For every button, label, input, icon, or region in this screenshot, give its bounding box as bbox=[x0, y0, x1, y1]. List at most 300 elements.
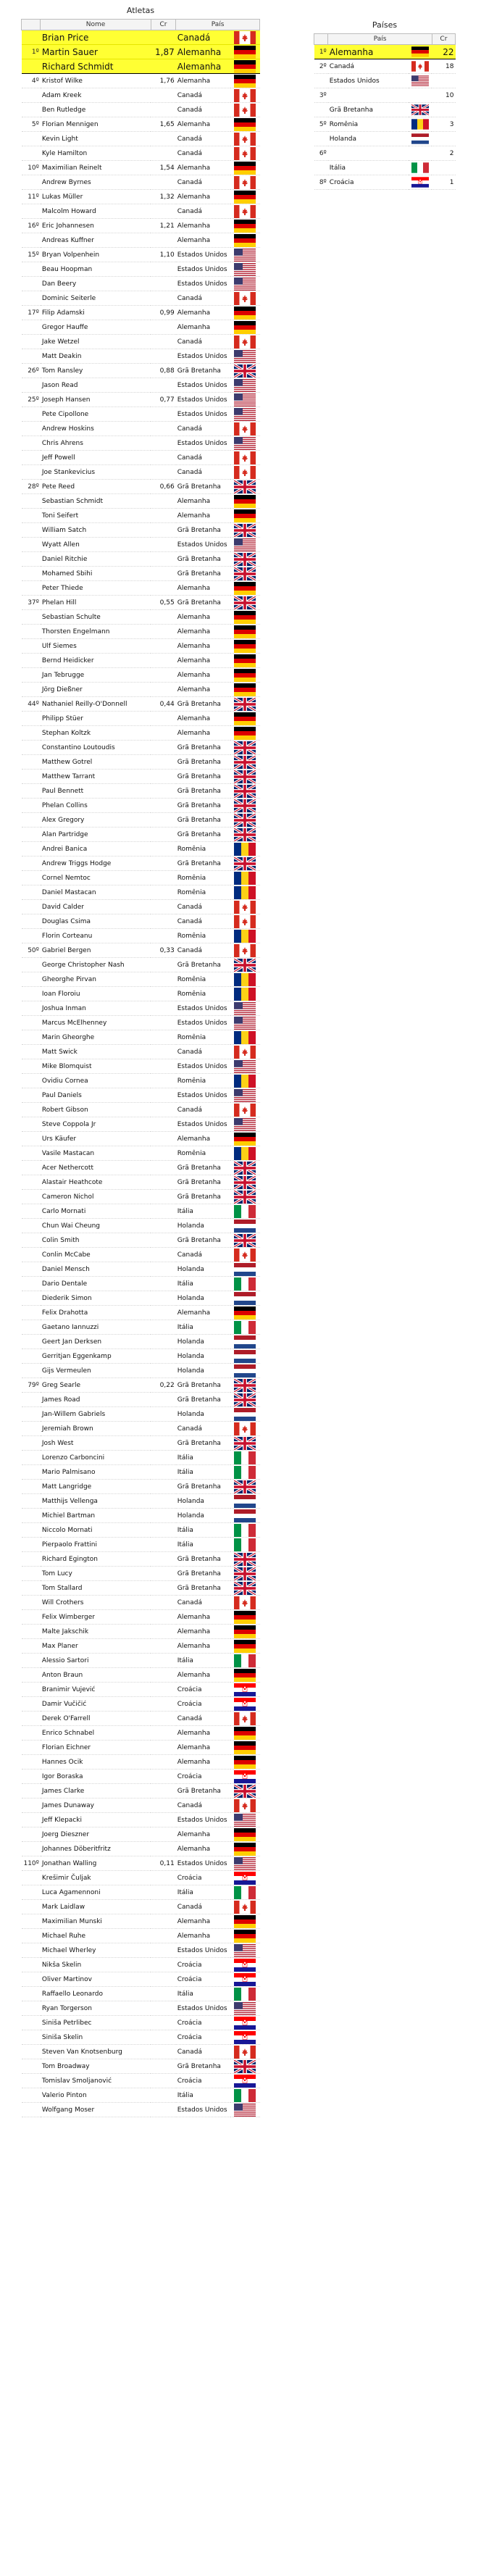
athlete-cr bbox=[151, 2074, 176, 2088]
athlete-country: Alemanha bbox=[176, 45, 230, 59]
athlete-row bbox=[22, 799, 260, 813]
canada-flag-icon bbox=[234, 1712, 256, 1725]
athlete-flag-cell bbox=[230, 581, 260, 596]
athlete-country: Estados Unidos bbox=[176, 2001, 230, 2016]
athlete-country: Canadá bbox=[176, 335, 230, 349]
italy-flag-icon bbox=[234, 1886, 256, 1899]
countries-title: Países bbox=[372, 20, 398, 30]
athlete-country: Canadá bbox=[176, 88, 230, 103]
athlete-name: Daniel Mensch bbox=[41, 1262, 151, 1277]
athlete-cr bbox=[151, 1045, 176, 1059]
athlete-cr: 0,66 bbox=[151, 480, 176, 494]
athlete-flag-cell bbox=[230, 2059, 260, 2074]
uk-flag-icon bbox=[234, 770, 256, 783]
athlete-row bbox=[22, 1016, 260, 1030]
athlete-name: Pete Cipollone bbox=[41, 407, 151, 422]
athlete-country: Canadá bbox=[176, 1045, 230, 1059]
athlete-country: Grã Bretanha bbox=[176, 552, 230, 567]
athlete-flag-cell bbox=[230, 1146, 260, 1161]
canada-flag-icon bbox=[234, 2046, 256, 2059]
athlete-cr bbox=[151, 1451, 176, 1465]
germany-flag-icon bbox=[234, 654, 256, 667]
athlete-name: Dominic Seiterle bbox=[41, 291, 151, 306]
athlete-row bbox=[22, 581, 260, 596]
athlete-row bbox=[22, 1798, 260, 1813]
athlete-country: Estados Unidos bbox=[176, 1943, 230, 1958]
athlete-flag-cell bbox=[230, 668, 260, 683]
athlete-name: Douglas Csima bbox=[41, 914, 151, 929]
athlete-row bbox=[22, 625, 260, 639]
athlete-country: Grã Bretanha bbox=[176, 784, 230, 799]
athlete-cr bbox=[151, 1625, 176, 1639]
athlete-flag-cell bbox=[230, 1929, 260, 1943]
athlete-flag-cell bbox=[230, 132, 260, 146]
athlete-position: 26º bbox=[22, 364, 41, 378]
athlete-flag-cell bbox=[230, 1132, 260, 1146]
athlete-flag-cell bbox=[230, 407, 260, 422]
athlete-country: Grã Bretanha bbox=[176, 813, 230, 828]
athlete-name: Enrico Schnabel bbox=[41, 1726, 151, 1741]
athletes-header-name: Nome bbox=[41, 20, 151, 30]
usa-flag-icon bbox=[234, 263, 256, 276]
usa-flag-icon bbox=[234, 1814, 256, 1827]
athlete-flag-cell bbox=[230, 2030, 260, 2045]
romania-flag-icon bbox=[234, 843, 256, 856]
athlete-cr bbox=[151, 1088, 176, 1103]
athlete-name: Steve Coppola Jr bbox=[41, 1117, 151, 1132]
athlete-cr bbox=[151, 1683, 176, 1697]
athlete-flag-cell bbox=[230, 799, 260, 813]
athlete-country: Alemanha bbox=[176, 1755, 230, 1770]
athlete-name: Gerritjan Eggenkamp bbox=[41, 1349, 151, 1364]
athlete-flag-cell bbox=[230, 1436, 260, 1451]
athlete-flag-cell bbox=[230, 1697, 260, 1712]
athlete-country: Itália bbox=[176, 1451, 230, 1465]
athlete-name: Gregor Hauffe bbox=[41, 320, 151, 335]
athlete-cr bbox=[151, 1146, 176, 1161]
athlete-cr bbox=[151, 1943, 176, 1958]
athlete-country: Canadá bbox=[176, 1422, 230, 1436]
athlete-position bbox=[22, 1364, 41, 1378]
netherlands-flag-icon bbox=[234, 1292, 256, 1305]
athlete-cr: 1,65 bbox=[151, 117, 176, 132]
athlete-country: Grã Bretanha bbox=[176, 958, 230, 972]
athlete-position: 44º bbox=[22, 697, 41, 712]
athlete-cr bbox=[151, 581, 176, 596]
athlete-cr: 0,55 bbox=[151, 596, 176, 610]
athlete-position bbox=[22, 567, 41, 581]
athlete-name: Andreas Kuffner bbox=[41, 233, 151, 248]
netherlands-flag-icon bbox=[234, 1364, 256, 1377]
athlete-position bbox=[22, 1277, 41, 1291]
athlete-country: Alemanha bbox=[176, 1914, 230, 1929]
athlete-name: Mike Blomquist bbox=[41, 1059, 151, 1074]
athlete-position bbox=[22, 1552, 41, 1567]
athlete-row bbox=[22, 364, 260, 378]
athlete-position bbox=[22, 2059, 41, 2074]
athlete-cr bbox=[151, 813, 176, 828]
athlete-cr bbox=[151, 422, 176, 436]
uk-flag-icon bbox=[234, 741, 256, 754]
croatia-flag-icon bbox=[234, 1770, 256, 1783]
athlete-country: Canadá bbox=[176, 465, 230, 480]
athlete-name: Jeff Klepacki bbox=[41, 1813, 151, 1827]
athlete-name: Dan Beery bbox=[41, 277, 151, 291]
athlete-country: Canadá bbox=[176, 1900, 230, 1914]
athlete-name: James Road bbox=[41, 1393, 151, 1407]
athlete-flag-cell bbox=[230, 161, 260, 175]
athlete-row bbox=[22, 103, 260, 117]
athlete-cr bbox=[151, 1364, 176, 1378]
uk-flag-icon bbox=[234, 364, 256, 378]
athlete-name: Paul Daniels bbox=[41, 1088, 151, 1103]
athlete-country: Alemanha bbox=[176, 1741, 230, 1755]
country-position bbox=[314, 103, 328, 117]
athlete-row bbox=[22, 1262, 260, 1277]
canada-flag-icon bbox=[234, 292, 256, 305]
athlete-name: Mohamed Sbihi bbox=[41, 567, 151, 581]
athletes-header-pos bbox=[22, 20, 41, 30]
athletes-header-row bbox=[22, 20, 260, 30]
athlete-flag-cell bbox=[230, 842, 260, 856]
athlete-cr bbox=[151, 972, 176, 987]
athlete-flag-cell bbox=[230, 741, 260, 755]
athlete-name: Peter Thiede bbox=[41, 581, 151, 596]
athlete-flag-cell bbox=[230, 1451, 260, 1465]
athlete-flag-cell bbox=[230, 1798, 260, 1813]
athlete-cr bbox=[151, 1654, 176, 1668]
athlete-cr bbox=[151, 668, 176, 683]
athlete-position bbox=[22, 1741, 41, 1755]
athlete-flag-cell bbox=[230, 291, 260, 306]
athlete-position bbox=[22, 1291, 41, 1306]
athlete-name: Toni Seifert bbox=[41, 509, 151, 523]
athlete-country: Alemanha bbox=[176, 74, 230, 88]
athlete-flag-cell bbox=[230, 436, 260, 451]
germany-flag-icon bbox=[234, 712, 256, 725]
uk-flag-icon bbox=[234, 596, 256, 609]
athlete-row bbox=[22, 1190, 260, 1204]
athlete-position bbox=[22, 2016, 41, 2030]
athlete-row bbox=[22, 1465, 260, 1480]
germany-flag-icon bbox=[234, 162, 256, 175]
athlete-name: Mark Laidlaw bbox=[41, 1900, 151, 1914]
usa-flag-icon bbox=[234, 393, 256, 407]
athlete-position bbox=[22, 885, 41, 900]
athlete-flag-cell bbox=[230, 1378, 260, 1393]
athlete-country: Alemanha bbox=[176, 1726, 230, 1741]
athlete-country: Canadá bbox=[176, 132, 230, 146]
athlete-row bbox=[22, 1610, 260, 1625]
athlete-flag-cell bbox=[230, 1422, 260, 1436]
athlete-cr bbox=[151, 436, 176, 451]
athlete-name: Gaetano Iannuzzi bbox=[41, 1320, 151, 1335]
country-name bbox=[328, 88, 409, 103]
athlete-country: Canadá bbox=[176, 900, 230, 914]
germany-flag-icon bbox=[234, 640, 256, 653]
athlete-row bbox=[22, 1277, 260, 1291]
athlete-flag-cell bbox=[230, 1885, 260, 1900]
canada-flag-icon bbox=[234, 466, 256, 479]
athlete-row bbox=[22, 1943, 260, 1958]
athlete-name: Tom Ransley bbox=[41, 364, 151, 378]
germany-flag-icon bbox=[234, 234, 256, 247]
athlete-flag-cell bbox=[230, 552, 260, 567]
athlete-name: Daniel Ritchie bbox=[41, 552, 151, 567]
athlete-name: Joe Stankevicius bbox=[41, 465, 151, 480]
athlete-country: Canadá bbox=[176, 1248, 230, 1262]
athlete-row bbox=[22, 146, 260, 161]
athlete-country: Alemanha bbox=[176, 1306, 230, 1320]
athlete-flag-cell bbox=[230, 1306, 260, 1320]
athlete-name: Cameron Nichol bbox=[41, 1190, 151, 1204]
athlete-name: Wyatt Allen bbox=[41, 538, 151, 552]
athlete-row bbox=[22, 987, 260, 1001]
athlete-name: Phelan Collins bbox=[41, 799, 151, 813]
athlete-flag-cell bbox=[230, 1103, 260, 1117]
uk-flag-icon bbox=[234, 799, 256, 812]
germany-flag-icon bbox=[234, 1625, 256, 1638]
athlete-name: Matthijs Vellenga bbox=[41, 1494, 151, 1509]
athlete-cr bbox=[151, 146, 176, 161]
athlete-row bbox=[22, 494, 260, 509]
athlete-flag-cell bbox=[230, 1755, 260, 1770]
athlete-cr bbox=[151, 1494, 176, 1509]
athlete-country: Alemanha bbox=[176, 1625, 230, 1639]
athlete-flag-cell bbox=[230, 610, 260, 625]
germany-flag-icon bbox=[234, 1669, 256, 1682]
athlete-cr bbox=[151, 2088, 176, 2103]
athlete-country: Grã Bretanha bbox=[176, 480, 230, 494]
athlete-flag-cell bbox=[230, 1248, 260, 1262]
athlete-country: Canadá bbox=[176, 146, 230, 161]
athlete-country: Estados Unidos bbox=[176, 1059, 230, 1074]
athlete-row bbox=[22, 1335, 260, 1349]
athlete-country: Canadá bbox=[176, 1596, 230, 1610]
athlete-name: Tom Stallard bbox=[41, 1581, 151, 1596]
uk-flag-icon bbox=[234, 1582, 256, 1595]
athlete-flag-cell bbox=[230, 1161, 260, 1175]
athlete-row bbox=[22, 1726, 260, 1741]
athlete-country: Romênia bbox=[176, 987, 230, 1001]
uk-flag-icon bbox=[234, 828, 256, 841]
athlete-position bbox=[22, 610, 41, 625]
athlete-flag-cell bbox=[230, 1639, 260, 1654]
country-cr bbox=[432, 103, 455, 117]
athlete-country: Alemanha bbox=[176, 726, 230, 741]
athlete-name: Tom Broadway bbox=[41, 2059, 151, 2074]
athlete-position bbox=[22, 2001, 41, 2016]
athlete-cr bbox=[151, 900, 176, 914]
athlete-country: Itália bbox=[176, 2088, 230, 2103]
athlete-country: Estados Unidos bbox=[176, 262, 230, 277]
athlete-country: Estados Unidos bbox=[176, 1117, 230, 1132]
athlete-cr bbox=[151, 1929, 176, 1943]
athlete-country: Itália bbox=[176, 1885, 230, 1900]
athlete-row bbox=[22, 683, 260, 697]
athlete-name: Andrew Triggs Hodge bbox=[41, 856, 151, 871]
athlete-country: Estados Unidos bbox=[176, 2103, 230, 2117]
athlete-country: Grã Bretanha bbox=[176, 1161, 230, 1175]
croatia-flag-icon bbox=[234, 2031, 256, 2044]
italy-flag-icon bbox=[234, 1451, 256, 1464]
uk-flag-icon bbox=[234, 857, 256, 870]
germany-flag-icon bbox=[234, 625, 256, 638]
country-flag-cell bbox=[409, 88, 432, 103]
canada-flag-icon bbox=[234, 1249, 256, 1262]
athlete-country: Estados Unidos bbox=[176, 1088, 230, 1103]
athlete-name: Igor Boraska bbox=[41, 1770, 151, 1784]
athlete-row bbox=[22, 1074, 260, 1088]
athlete-row bbox=[22, 1929, 260, 1943]
athlete-position bbox=[22, 914, 41, 929]
athlete-country: Grã Bretanha bbox=[176, 1436, 230, 1451]
athlete-country: Estados Unidos bbox=[176, 1856, 230, 1871]
athlete-name: William Satch bbox=[41, 523, 151, 538]
athlete-position bbox=[22, 755, 41, 770]
athlete-country: Alemanha bbox=[176, 1639, 230, 1654]
athlete-position bbox=[22, 1190, 41, 1204]
athlete-row bbox=[22, 1668, 260, 1683]
athlete-flag-cell bbox=[230, 1567, 260, 1581]
country-row bbox=[314, 161, 456, 175]
athlete-position bbox=[22, 320, 41, 335]
athlete-country: Alemanha bbox=[176, 712, 230, 726]
athlete-country: Grã Bretanha bbox=[176, 1175, 230, 1190]
athlete-cr bbox=[151, 1349, 176, 1364]
athlete-row bbox=[22, 480, 260, 494]
athlete-cr bbox=[151, 2045, 176, 2059]
italy-flag-icon bbox=[234, 2089, 256, 2102]
netherlands-flag-icon bbox=[234, 1220, 256, 1233]
country-position bbox=[314, 74, 328, 88]
canada-flag-icon bbox=[234, 147, 256, 160]
athlete-position bbox=[22, 1813, 41, 1827]
athlete-cr bbox=[151, 1175, 176, 1190]
canada-flag-icon bbox=[234, 133, 256, 146]
athlete-name: Michael Wherley bbox=[41, 1943, 151, 1958]
athlete-row bbox=[22, 1697, 260, 1712]
athlete-position bbox=[22, 1610, 41, 1625]
athlete-row bbox=[22, 509, 260, 523]
athlete-cr bbox=[151, 523, 176, 538]
athlete-position bbox=[22, 335, 41, 349]
germany-flag-icon bbox=[234, 307, 256, 320]
athlete-position bbox=[22, 1697, 41, 1712]
usa-flag-icon bbox=[234, 1002, 256, 1015]
athlete-name: Joerg Dieszner bbox=[41, 1827, 151, 1842]
countries-header-row bbox=[314, 34, 456, 45]
uk-flag-icon bbox=[234, 1567, 256, 1580]
athlete-position bbox=[22, 1219, 41, 1233]
germany-flag-icon bbox=[234, 118, 256, 131]
athlete-country: Romênia bbox=[176, 871, 230, 885]
germany-flag-icon bbox=[234, 1930, 256, 1943]
athlete-cr bbox=[151, 1436, 176, 1451]
uk-flag-icon bbox=[234, 959, 256, 972]
uk-flag-icon bbox=[234, 1176, 256, 1189]
athlete-row bbox=[22, 871, 260, 885]
athlete-name: Oliver Martinov bbox=[41, 1972, 151, 1987]
athlete-name: Florin Corteanu bbox=[41, 929, 151, 943]
country-name: Holanda bbox=[328, 132, 409, 146]
country-cr: 1 bbox=[432, 175, 455, 190]
athlete-flag-cell bbox=[230, 1972, 260, 1987]
athlete-name: Mario Palmisano bbox=[41, 1465, 151, 1480]
athlete-flag-cell bbox=[230, 1219, 260, 1233]
athlete-position bbox=[22, 668, 41, 683]
athlete-cr bbox=[151, 1581, 176, 1596]
athlete-country: Canadá bbox=[176, 943, 230, 958]
athlete-name: Jörg Dießner bbox=[41, 683, 151, 697]
athlete-name: Bernd Heidicker bbox=[41, 654, 151, 668]
athlete-row bbox=[22, 1146, 260, 1161]
athlete-position bbox=[22, 1146, 41, 1161]
athlete-country: Estados Unidos bbox=[176, 378, 230, 393]
athlete-cr: 0,88 bbox=[151, 364, 176, 378]
usa-flag-icon bbox=[234, 2002, 256, 2015]
germany-flag-icon bbox=[234, 683, 256, 696]
athlete-name: Sebastian Schulte bbox=[41, 610, 151, 625]
athlete-name: Jake Wetzel bbox=[41, 335, 151, 349]
athlete-country: Estados Unidos bbox=[176, 393, 230, 407]
athlete-country: Romênia bbox=[176, 1146, 230, 1161]
usa-flag-icon bbox=[234, 538, 256, 551]
athlete-row bbox=[22, 914, 260, 929]
croatia-flag-icon bbox=[411, 177, 429, 188]
athlete-row bbox=[22, 1480, 260, 1494]
athlete-country: Estados Unidos bbox=[176, 436, 230, 451]
athlete-name: Alex Gregory bbox=[41, 813, 151, 828]
country-cr: 3 bbox=[432, 117, 455, 132]
country-position: 5º bbox=[314, 117, 328, 132]
athlete-country: Grã Bretanha bbox=[176, 364, 230, 378]
athlete-position bbox=[22, 436, 41, 451]
athlete-row bbox=[22, 45, 260, 59]
athlete-country: Alemanha bbox=[176, 639, 230, 654]
athlete-country: Grã Bretanha bbox=[176, 1378, 230, 1393]
athlete-flag-cell bbox=[230, 1088, 260, 1103]
athlete-flag-cell bbox=[230, 1407, 260, 1422]
athlete-country: Itália bbox=[176, 1538, 230, 1552]
athlete-cr bbox=[151, 538, 176, 552]
germany-flag-icon bbox=[234, 1915, 256, 1928]
athlete-cr bbox=[151, 509, 176, 523]
athlete-country: Holanda bbox=[176, 1364, 230, 1378]
athlete-country: Alemanha bbox=[176, 683, 230, 697]
athlete-country: Croácia bbox=[176, 1972, 230, 1987]
athlete-position: 79º bbox=[22, 1378, 41, 1393]
athlete-row bbox=[22, 1030, 260, 1045]
athlete-row bbox=[22, 1885, 260, 1900]
athlete-name: Jason Read bbox=[41, 378, 151, 393]
athlete-position bbox=[22, 1683, 41, 1697]
athlete-flag-cell bbox=[230, 248, 260, 262]
athlete-flag-cell bbox=[230, 1059, 260, 1074]
athlete-flag-cell bbox=[230, 943, 260, 958]
uk-flag-icon bbox=[234, 553, 256, 566]
country-cr bbox=[432, 132, 455, 146]
athlete-position bbox=[22, 654, 41, 668]
athlete-flag-cell bbox=[230, 494, 260, 509]
athlete-cr bbox=[151, 1842, 176, 1856]
athlete-position bbox=[22, 407, 41, 422]
uk-flag-icon bbox=[234, 1437, 256, 1450]
athlete-flag-cell bbox=[230, 1987, 260, 2001]
athlete-flag-cell bbox=[230, 2045, 260, 2059]
athlete-position: 5º bbox=[22, 117, 41, 132]
athlete-flag-cell bbox=[230, 1741, 260, 1755]
